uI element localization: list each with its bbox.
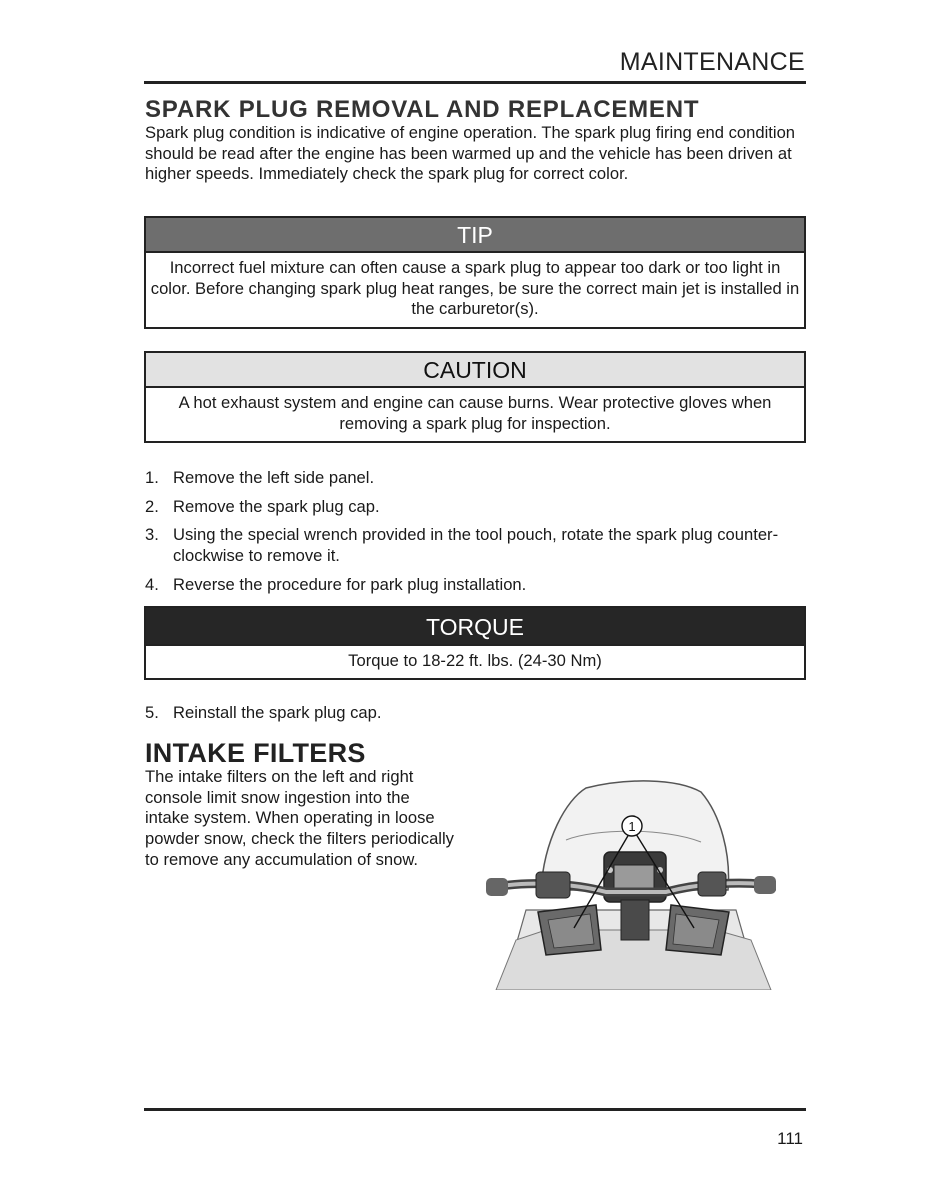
intake-filters-heading: INTAKE FILTERS xyxy=(145,738,366,768)
torque-text: Torque to 18-22 ft. lbs. (24-30 Nm) xyxy=(348,651,602,670)
step-text: Using the special wrench provided in the tool pouch, rotate the spark plug counter-clockwise to remove it. xyxy=(173,525,779,566)
step-item xyxy=(145,497,805,518)
tip-box xyxy=(144,216,806,329)
step-number: 5. xyxy=(145,703,159,722)
step-text: Remove the left side panel. xyxy=(173,468,375,487)
intake-filters-illustration xyxy=(486,780,776,990)
callout-number: 1 xyxy=(628,819,636,834)
caution-text: A hot exhaust system and engine can cause burns. Wear protective gloves when removing a spark plug for inspection. xyxy=(178,393,772,433)
footer-divider xyxy=(144,1108,806,1111)
intake-filters-text: The intake filters on the left and right console limit snow ingestion into the intake system. When operating in loose powder snow, check the filters periodically to remove any accumulation of snow. xyxy=(145,767,454,869)
step-text: Remove the spark plug cap. xyxy=(173,496,380,516)
torque-title: TORQUE xyxy=(146,608,804,646)
step-number: 1. xyxy=(145,468,159,487)
procedure-steps xyxy=(145,468,805,604)
step-number: 4. xyxy=(145,574,159,594)
header-divider xyxy=(144,81,806,84)
step-text: Reverse the procedure for park plug installation. xyxy=(173,574,527,594)
step-number: 2. xyxy=(145,496,159,516)
page-number: 111 xyxy=(777,1129,803,1148)
spark-plug-intro: Spark plug condition is indicative of engine operation. The spark plug firing end condition should be read after the engine has been warmed up and the vehicle has been driven at higher speeds. Immediately check the spark plug for correct color. xyxy=(145,123,796,184)
torque-box xyxy=(144,606,806,680)
caution-title: CAUTION xyxy=(146,353,804,388)
step-item xyxy=(145,525,805,566)
spark-plug-heading: SPARK PLUG REMOVAL AND REPLACEMENT xyxy=(145,96,700,123)
step-item xyxy=(145,575,805,596)
step-text: Reinstall the spark plug cap. xyxy=(173,703,382,722)
tip-title: TIP xyxy=(146,218,804,253)
caution-box xyxy=(144,351,806,443)
tip-text: Incorrect fuel mixture can often cause a spark plug to appear too dark or too light in color. Before changing spark plug heat ranges, be sure the correct main jet is installed in the carburetor(s). xyxy=(150,258,800,319)
step-number: 3. xyxy=(145,525,159,545)
step-item xyxy=(145,468,805,489)
step-item xyxy=(145,703,381,724)
section-header: MAINTENANCE xyxy=(619,48,805,76)
